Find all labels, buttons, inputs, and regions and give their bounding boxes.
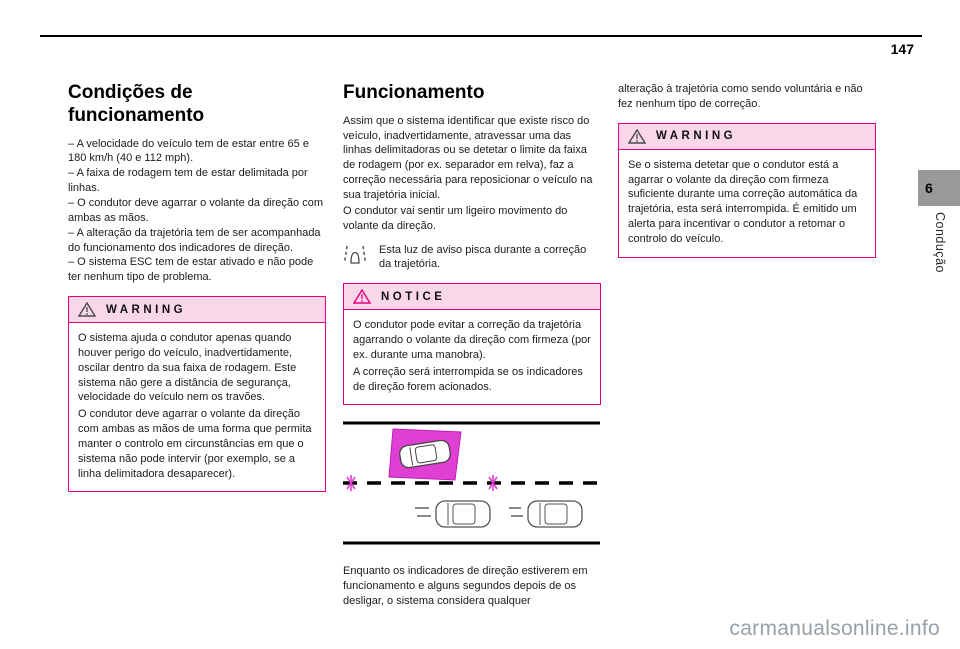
lane-keeping-illustration [343, 419, 601, 552]
notice-box-body [344, 310, 600, 404]
warning-paragraph: O sistema ajuda o condutor apenas quando houver perigo do veículo, inadvertidamente, oscilar dentro da sua faixa de rodagem. Este sistema não gere a distância de segurança, velocidade do veículo nem os travões. [78, 332, 297, 404]
warning-box-1-header [69, 297, 325, 323]
bullet-item: – A alteração da trajetória tem de ser acompanhada do funcionamento dos indicadores de direção. [68, 226, 321, 254]
warning-paragraph: O condutor deve agarrar o volante da direção com ambas as mãos de uma forma que permita manter o controlo em circunstâncias em que o sistema não pode intervir (por exemplo, se a linha delimitadora desaparecer). [78, 408, 312, 480]
top-rule [40, 35, 922, 37]
continuation-paragraph: alteração à trajetória como sendo voluntária e não fez nenhum tipo de correção. [618, 83, 863, 110]
watermark: carmanualsonline.info [729, 617, 940, 640]
chapter-tab [918, 170, 960, 206]
operation-paragraph: Assim que o sistema identificar que existe risco do veículo, inadvertidamente, atravessar uma das linhas delimitadoras ou se detetar o limite da faixa de rodagem (por ex. separador em relva), faz a correção necessária para reposicionar o veículo na sua trajetória inicial. [343, 114, 593, 202]
chapter-number: 6 [925, 180, 933, 196]
warning-paragraph: Se o sistema detetar que o condutor está a agarrar o volante da direção com firmeza suficiente durante uma correção automática da trajetória, esta será interrompida. É emitido um alerta para incentivar o condutor a retomar o controlo do veículo. [628, 158, 858, 245]
notice-paragraph: A correção será interrompida se os indicadores de direção forem acionados. [353, 365, 583, 393]
conditions-bullet-list [68, 137, 326, 285]
warning-title: WARNING [656, 130, 737, 143]
chapter-label: Condução [933, 212, 947, 273]
notice-box-header [344, 284, 600, 310]
notice-paragraph: O condutor pode evitar a correção da trajetória agarrando o volante da direção com firmeza (por ex. durante uma manobra). [353, 319, 591, 361]
bullet-item: – O sistema ESC tem de estar ativado e não pode ter nenhum tipo de problema. [68, 256, 314, 284]
notice-title: NOTICE [381, 290, 446, 303]
indicator-note-text: Esta luz de aviso pisca durante a correção da trajetória. [379, 243, 587, 271]
bullet-item: – A velocidade do veículo tem de estar entre 65 e 180 km/h (40 e 112 mph). [68, 137, 309, 165]
section-heading-operation: Funcionamento [343, 82, 485, 103]
warning-box-2-body [619, 150, 875, 257]
column-operation [343, 82, 601, 609]
page-number: 147 [890, 41, 914, 57]
operation-paragraph: O condutor vai sentir um ligeiro movimento do volante da direção. [343, 204, 568, 232]
warning-box-2-header [619, 124, 875, 150]
lane-departure-warning-lamp-icon [343, 243, 367, 273]
bullet-item: – A faixa de rodagem tem de estar delimitada por linhas. [68, 167, 308, 195]
notice-box [343, 283, 601, 405]
warning-title: WARNING [106, 303, 187, 316]
warning-box-1 [68, 296, 326, 492]
indicator-note [343, 243, 601, 273]
column-continuation [618, 82, 876, 258]
lane-keeping-diagram [343, 419, 600, 547]
warning-box-1-body [69, 323, 325, 491]
illustration-caption: Enquanto os indicadores de direção estiverem em funcionamento e alguns segundos depois de os desligar, o sistema considera qualquer [343, 565, 588, 608]
section-heading-conditions: Condições de funcionamento [68, 82, 205, 126]
warning-triangle-icon [628, 129, 646, 144]
notice-triangle-icon [353, 289, 371, 304]
warning-box-2 [618, 123, 876, 258]
bullet-item: – O condutor deve agarrar o volante da direção com ambas as mãos. [68, 196, 323, 224]
column-conditions [68, 82, 326, 492]
warning-triangle-icon [78, 302, 96, 317]
